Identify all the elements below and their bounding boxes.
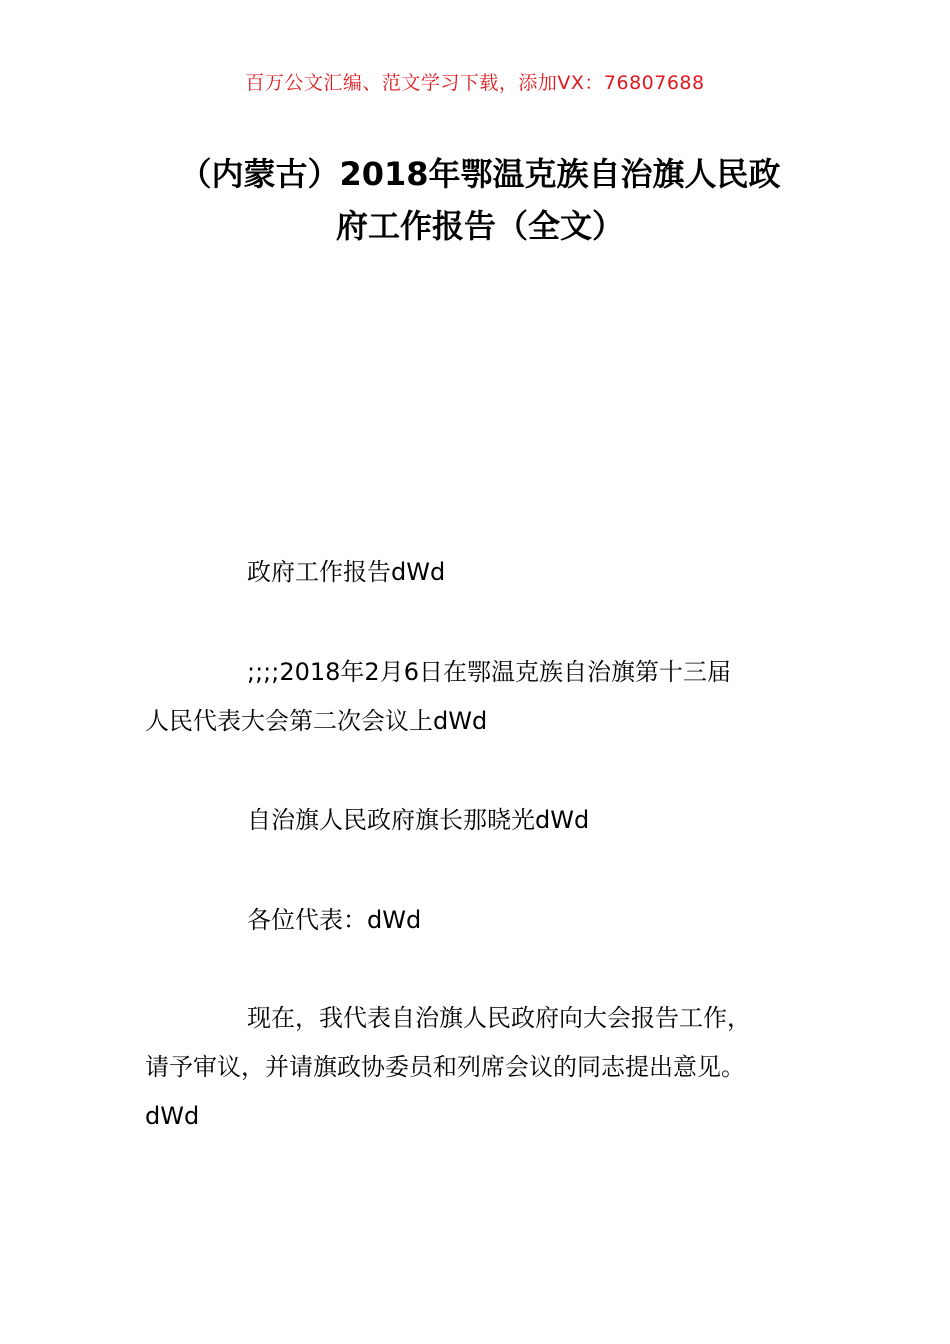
speaker-text: 自治旗人民政府旗长那晓光dWd (247, 806, 590, 834)
opening-line-3: dWd (145, 1102, 200, 1130)
opening-line-2: 请予审议，并请旗政协委员和列席会议的同志提出意见。 (145, 1053, 745, 1081)
paragraph-salutation (145, 896, 825, 945)
document-title (140, 148, 820, 252)
salutation-text: 各位代表：dWd (247, 906, 422, 934)
report-heading-text: 政府工作报告dWd (247, 558, 446, 586)
paragraph-meeting-date (145, 648, 825, 746)
meeting-date-line-1: ;;;;2018年2月6日在鄂温克族自治旗第十三届 (247, 658, 731, 686)
paragraph-speaker (145, 796, 825, 845)
meeting-date-line-2: 人民代表大会第二次会议上dWd (145, 707, 488, 735)
title-line-1: （内蒙古）2018年鄂温克族自治旗人民政 (179, 155, 781, 193)
opening-line-1: 现在，我代表自治旗人民政府向大会报告工作， (247, 1004, 751, 1032)
title-line-2: 府工作报告（全文） (335, 207, 624, 245)
paragraph-report-heading (145, 548, 825, 597)
header-note: 百万公文汇编、范文学习下载，添加VX：76807688 (245, 72, 705, 94)
paragraph-opening (145, 994, 825, 1141)
